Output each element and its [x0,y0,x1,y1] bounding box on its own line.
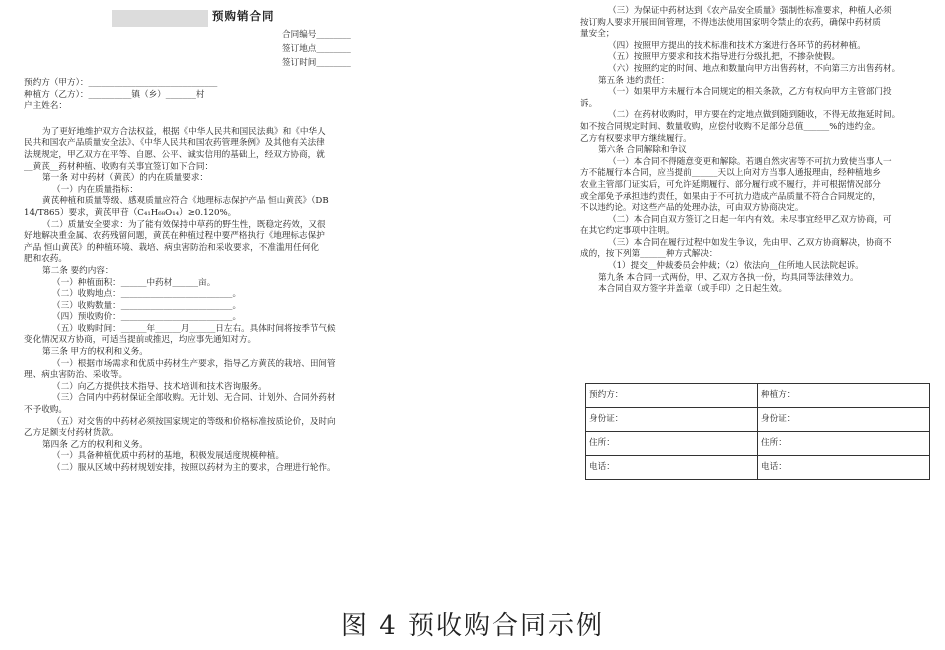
body-line: 量安全； [580,29,615,40]
body-line: 诉。 [580,98,598,109]
body-line: 黄芪种植和质量等级、感观质量应符合《地理标志保护产品 恒山黄芪》（DB [42,196,329,207]
buyer-address-cell: 住所： [586,432,758,456]
body-line: __黄芪__药材种植、收购有关事宜签订如下合同： [24,161,214,172]
body-line: 本合同自双方签字并盖章（或手印）之日起生效。 [598,284,788,295]
body-line: 或全部免予承担违约责任，如果由于不可抗力造成产品质量不符合合同规定的， [580,191,881,202]
grower-address-cell: 住所： [758,432,930,456]
body-line: （二）收购地点：__________________________。 [52,289,242,300]
body-line: 第二条 要约内容： [42,265,114,276]
body-line: （四）预收购价：__________________________。 [52,312,242,323]
body-line: 第九条 本合同一式两份，甲、乙双方各执一份，均具同等法律效力。 [598,272,859,283]
contract-page-left [24,8,376,475]
body-line: （二）本合同自双方签订之日起一年内有效。未尽事宜经甲乙双方协商，可 [608,214,892,225]
body-line: 民共和国农产品质量安全法》、《中华人民共和国农药管理条例》及其他有关法律 [24,138,325,149]
body-line: 成的，按下列第______种方式解决： [580,249,718,260]
body-line: 好地解决重金属、农药残留问题，黄芪在种植过程中要严格执行《地理标志保护 [24,231,325,242]
body-line: 乙方有权要求甲方继续履行。 [580,133,692,144]
body-line: （二）质量安全要求：为了能有效保持中草药的野生性，既稳定药效，又很 [42,219,326,230]
body-line: （一）具备种植优质中药材的基地，积极发展适度规模种植。 [52,451,285,462]
body-line: （1）提交__仲裁委员会仲裁；（2）依法向__住所地人民法院起诉。 [608,261,864,272]
body-line: （三）收购数量：__________________________。 [52,300,242,311]
parties-block [24,78,376,113]
party-b: 种植方（乙方）：__________镇（乡）_______村 [24,89,205,100]
body-line: 产品 恒山黄芪》的种植环境、栽培、病虫害防治和采收要求，不准滥用任何化 [24,242,319,253]
body-line: 如不按合同规定时间、数量收购，应偿付收购不足部分总值______%的违约金。 [580,121,881,132]
body-line: 14/T865）要求，黄芪甲苷（C₄₁H₆₈O₁₄）≥0.120%。 [24,207,237,218]
body-line: 方不能履行本合同，应当提前______天以上向对方当事人通报理由，经种植地乡 [580,168,881,179]
body-line: 变化情况双方协商，可适当提前或推迟，均应事先通知对方。 [24,335,257,346]
body-line: （一）如果甲方未履行本合同规定的相关条款，乙方有权向甲方主管部门投 [608,87,892,98]
household-name: 户主姓名： [24,101,67,112]
redacted-area [112,10,208,27]
buyer-phone-cell: 电话： [586,456,758,480]
body-line: （五）按照甲方要求和技术指导进行分级扎把，不掺杂使假。 [608,52,841,63]
signature-table [585,383,930,480]
body-line: （三）为保证中药材达到《农产品安全质量》强制性标准要求，种植人必须 [608,6,892,16]
body-line: （五）对交售的中药材必须按国家规定的等级和价格标准按质论价，及时向 [52,416,336,427]
left-body-text [24,127,376,475]
signature-row-address [586,432,930,456]
signing-time: 签订时间________ [282,58,351,68]
signature-row-id [586,408,930,432]
body-line: 不予收购。 [24,405,67,416]
body-line: （一）根据市场需求和优质中药材生产要求，指导乙方黄芪的栽培、田间管 [52,358,336,369]
buyer-id-cell: 身份证： [586,408,758,432]
signature-row-phone [586,456,930,480]
body-line: 不以违约论。对这些产品的处理办法，可由双方协商决定。 [580,203,804,214]
grower-party-cell: 种植方： [758,384,930,408]
body-line: （三）合同内中药材保证全部收购。无计划、无合同、计划外、合同外药材 [52,393,336,404]
body-line: （二）在药材收购时，甲方要在约定地点做到随到随收，不得无故拖延时间。 [608,110,901,121]
body-line: （六）按照约定的时间、地点和数量向甲方出售药材，不向第三方出售药材。 [608,63,901,74]
body-line: （二）向乙方提供技术指导、技术培训和技术咨询服务。 [52,381,267,392]
body-line: （五）收购时间：______年______月______日左右。具体时间将按季节气候 [52,323,336,334]
body-line: （一）内在质量指标： [52,184,138,195]
body-line: 为了更好地维护双方合法权益，根据《中华人民共和国民法典》和《中华人 [42,126,326,137]
body-line: 肥和农药。 [24,254,67,265]
body-line: 法规规定，甲乙双方在平等、自愿、公平、诚实信用的基础上，经双方协商，就 [24,149,325,160]
body-line: 第五条 违约责任： [598,75,670,86]
body-line: 第三条 甲方的权利和义务。 [42,347,148,358]
contract-meta [24,28,376,70]
body-line: （一）种植面积：______中药材______亩。 [52,277,216,288]
body-line: （一）本合同不得随意变更和解除。若遇自然灾害等不可抗力致使当事人一 [608,156,892,167]
body-line: 理、病虫害防治、采收等。 [24,370,128,381]
body-line: （二）服从区域中药材规划安排，按照以药材为主的要求，合理进行轮作。 [52,463,336,473]
contract-title: 预购销合同 [212,9,275,23]
signing-place: 签订地点________ [282,44,351,54]
contract-number: 合同编号________ [282,30,351,40]
party-a: 预约方（甲方）：______________________________ [24,78,218,88]
grower-phone-cell: 电话： [758,456,930,480]
buyer-party-cell: 预约方： [586,384,758,408]
body-line: 第四条 乙方的权利和义务。 [42,439,148,450]
right-body-text [580,6,932,296]
figure-caption: 图 4 预收购合同示例 [340,611,605,641]
body-line: 在其它约定事项中注明。 [580,226,675,237]
body-line: 第一条 对中药材（黄芪）的内在质量要求： [42,173,209,184]
contract-page-right [580,6,932,296]
grower-id-cell: 身份证： [758,408,930,432]
signature-row-party [586,384,930,408]
title-row [24,8,376,28]
body-line: 第六条 合同解除和争议 [598,145,687,156]
body-line: （四）按照甲方提出的技术标准和技术方案进行各环节的药材种植。 [608,40,866,51]
body-line: 农业主管部门证实后，可允许延期履行、部分履行或不履行，并可根据情况部分 [580,179,881,190]
body-line: 按订购人要求开展田间管理，不得违法使用国家明令禁止的农药，确保中药材质 [580,17,881,28]
body-line: （三）本合同在履行过程中如发生争议，先由甲、乙双方协商解决，协商不 [608,237,892,248]
body-line: 乙方足额支付药材货款。 [24,428,119,439]
